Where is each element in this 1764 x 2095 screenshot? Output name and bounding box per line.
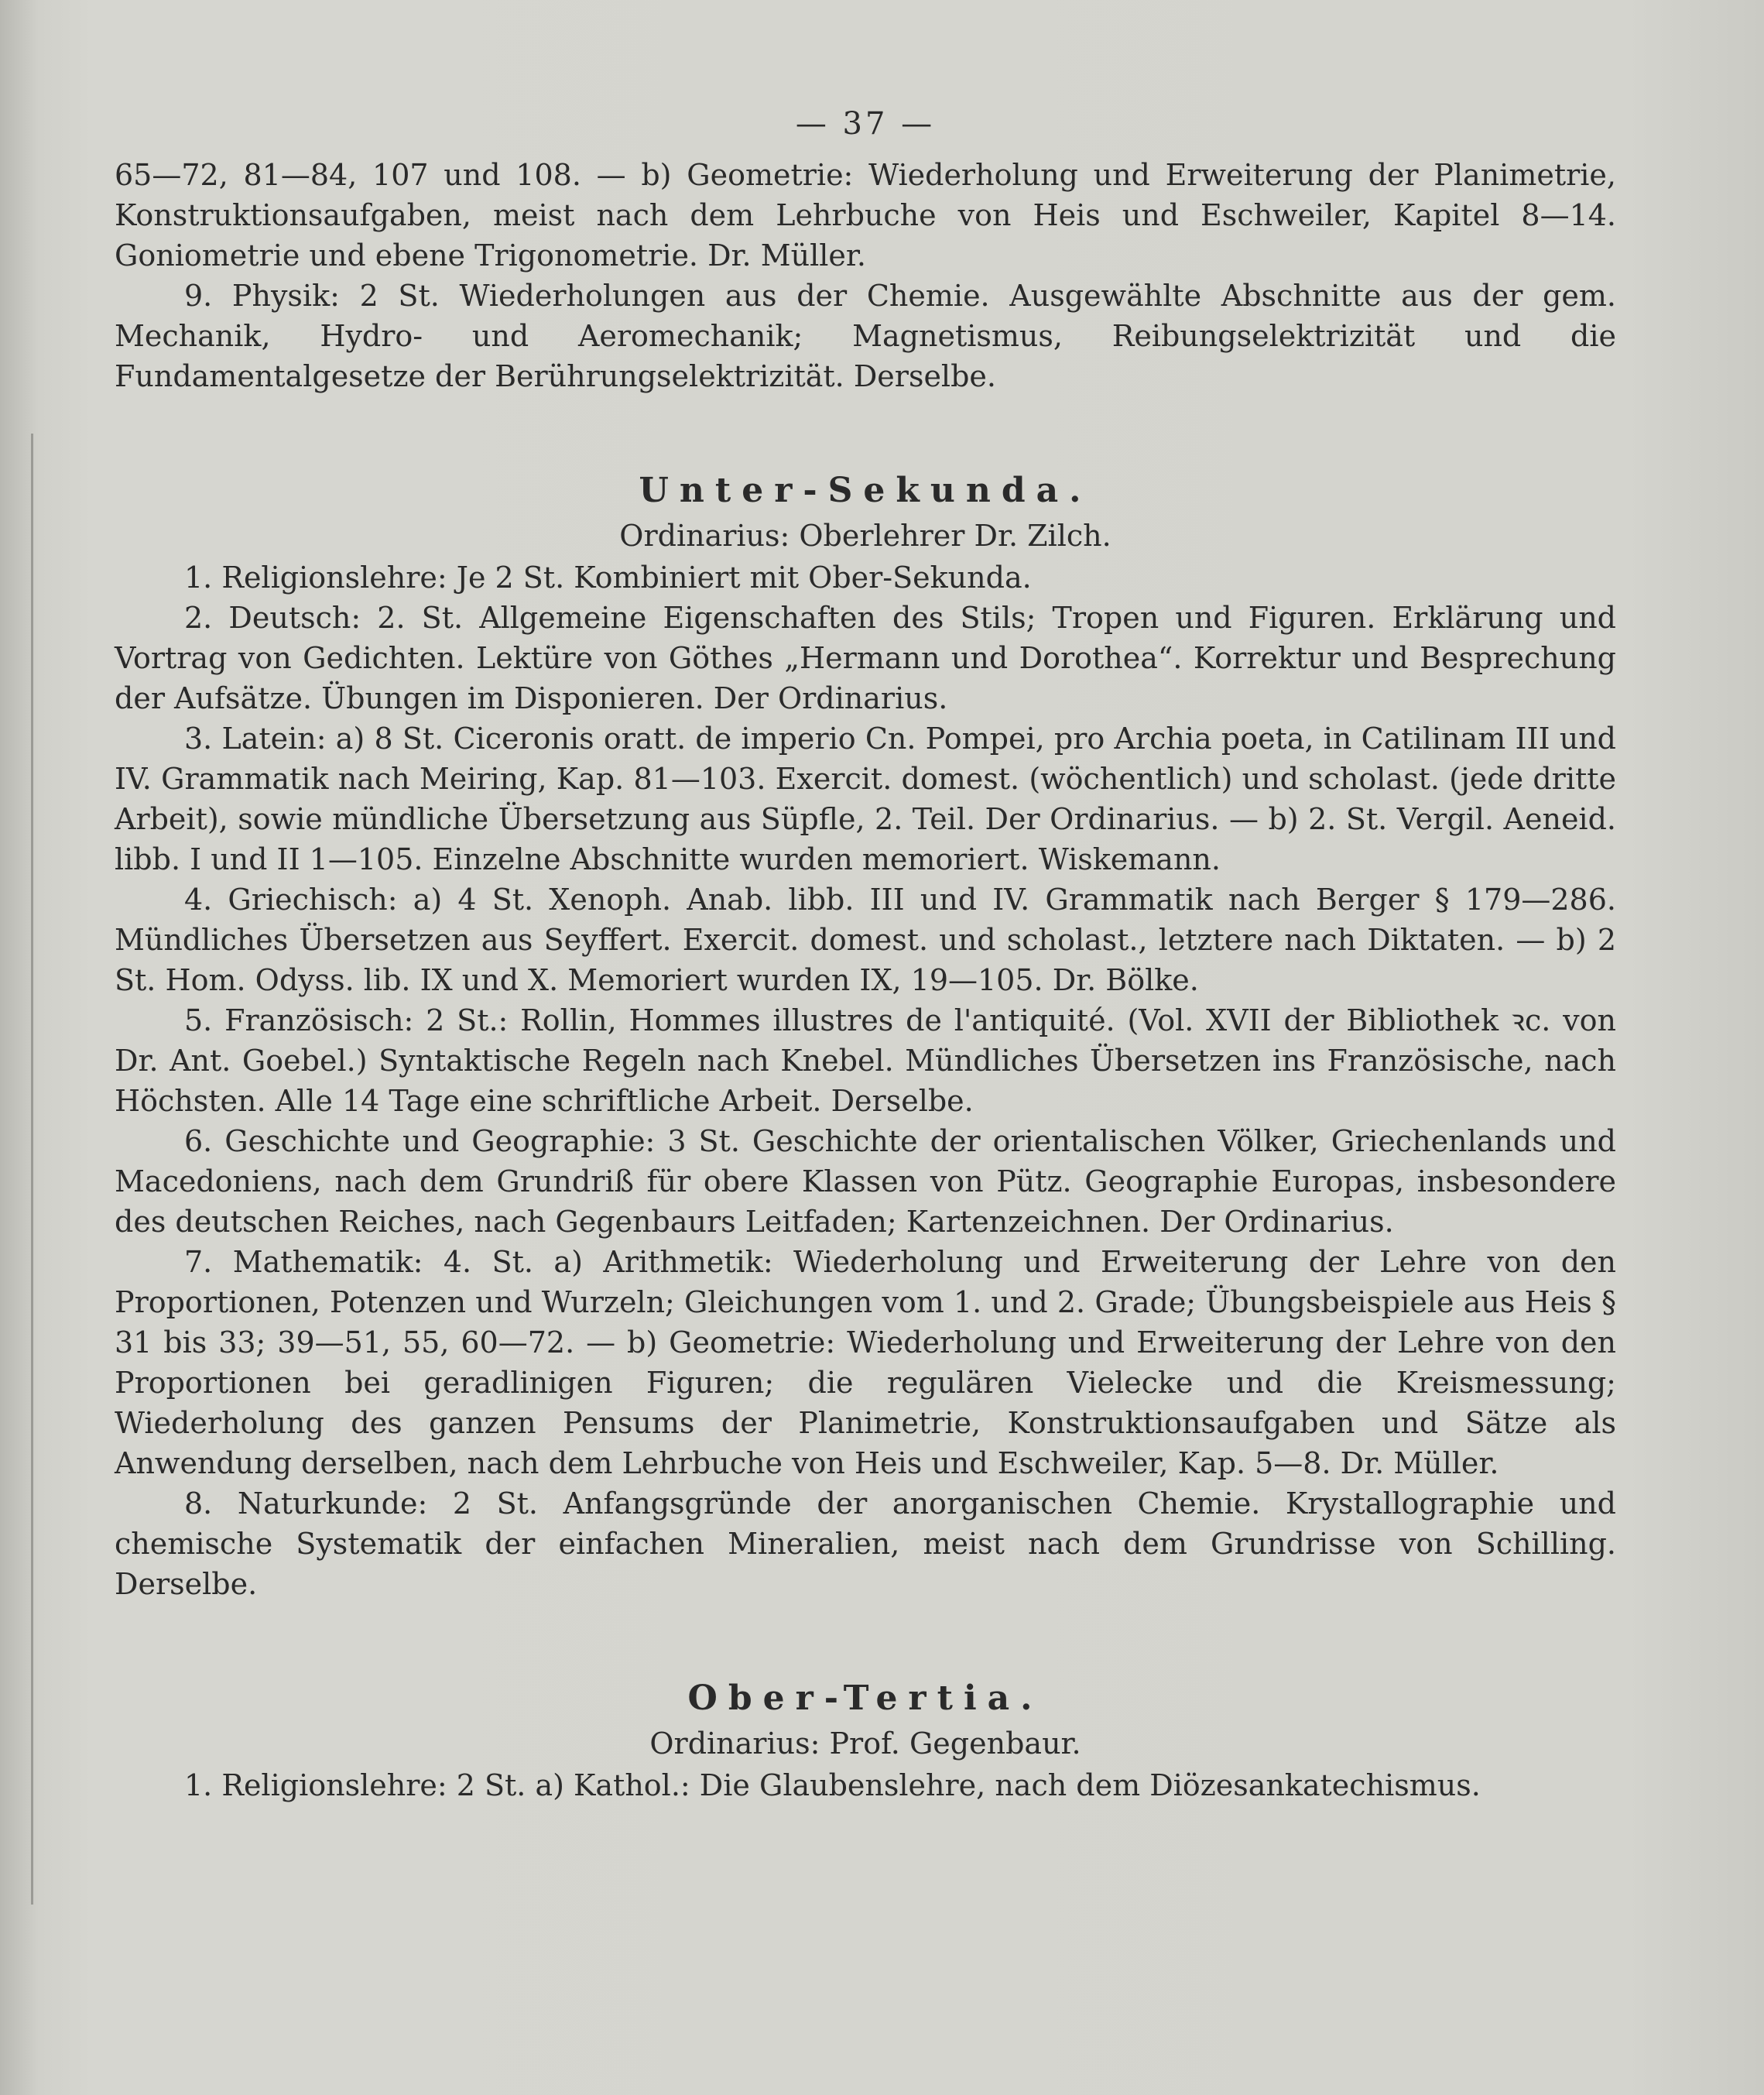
- section-heading-unter-sekunda: Unter-Sekunda.: [639, 471, 1092, 510]
- list-item-religionslehre: 1. Religionslehre: Je 2 St. Kombiniert mit Ober-Sekunda.: [184, 561, 1032, 595]
- ordinarius-unter-sekunda: Ordinarius: Oberlehrer Dr. Zilch.: [619, 519, 1111, 553]
- list-item-religionslehre-tertia: 1. Religionslehre: 2 St. a) Kathol.: Die Glaubenslehre, nach dem Diözesankatechismus.: [184, 1768, 1481, 1802]
- list-item-naturkunde: 8. Naturkunde: 2 St. Anfangsgründe der anorganischen Chemie. Krystallographie und chemische Systematik der einfachen Mineralien, meist nach dem Grundrisse von Schilling. Derselbe.: [115, 1486, 1616, 1601]
- section-heading-ober-tertia: Ober-Tertia.: [687, 1678, 1043, 1718]
- page-number: — 37 —: [795, 106, 936, 142]
- list-item-mathematik: 7. Mathematik: 4. St. a) Arithmetik: Wiederholung und Erweiterung der Lehre von den Proportionen, Potenzen und Wurzeln; Gleichungen vom 1. und 2. Grade; Übungsbeispiele aus Heis § 31 bis 33; 39—51, 55, 60—72. — b) Geometrie: Wiederholung und Erweiterung der Lehre von den Proportionen bei geradlinigen Figuren; die regulären Vielecke und die Kreismessung; Wiederholung des ganzen Pensums der Planimetrie, Konstruktionsaufgaben und Sätze als Anwendung derselben, nach dem Lehrbuche von Heis und Eschweiler, Kap. 5—8. Dr. Müller.: [115, 1245, 1616, 1480]
- page-content: [115, 93, 1616, 1805]
- list-item-franzoesisch: 5. Französisch: 2 St.: Rollin, Hommes illustres de l'antiquité. (Vol. XVII der Bibliothek ꝛc. von Dr. Ant. Goebel.) Syntaktische Regeln nach Knebel. Mündliches Übersetzen ins Französische, nach Höchsten. Alle 14 Tage eine schriftliche Arbeit. Derselbe.: [115, 1003, 1616, 1118]
- list-item-geschichte: 6. Geschichte und Geographie: 3 St. Geschichte der orientalischen Völker, Griechenlands und Macedoniens, nach dem Grundriß für obere Klassen von Pütz. Geographie Europas, insbesondere des deutschen Reiches, nach Gegenbaurs Leitfaden; Kartenzeichnen. Der Ordinarius.: [115, 1124, 1616, 1239]
- binding-line: [31, 434, 33, 1905]
- intro-paragraph-geometry: 65—72, 81—84, 107 und 108. — b) Geometrie: Wiederholung und Erweiterung der Planimetrie, Konstruktionsaufgaben, meist nach dem Lehrbuche von Heis und Eschweiler, Kapitel 8—14. Goniometrie und ebene Trigonometrie. Dr. Müller.: [115, 158, 1616, 273]
- intro-paragraph-physik: 9. Physik: 2 St. Wiederholungen aus der Chemie. Ausgewählte Abschnitte aus der gem. Mechanik, Hydro- und Aeromechanik; Magnetismus, Reibungselektrizität und die Fundamentalgesetze der Berührungselektrizität. Derselbe.: [115, 279, 1616, 393]
- list-item-deutsch: 2. Deutsch: 2. St. Allgemeine Eigenschaften des Stils; Tropen und Figuren. Erklärung und Vortrag von Gedichten. Lektüre von Göthes „Hermann und Dorothea“. Korrektur und Besprechung der Aufsätze. Übungen im Disponieren. Der Ordinarius.: [115, 601, 1616, 715]
- ordinarius-ober-tertia: Ordinarius: Prof. Gegenbaur.: [649, 1726, 1081, 1761]
- list-item-griechisch: 4. Griechisch: a) 4 St. Xenoph. Anab. libb. III und IV. Grammatik nach Berger § 179—286. Mündliches Übersetzen aus Seyffert. Exercit. domest. und scholast., letztere nach Diktaten. — b) 2 St. Hom. Odyss. lib. IX und X. Memoriert wurden IX, 19—105. Dr. Bölke.: [115, 883, 1616, 997]
- list-item-latein: 3. Latein: a) 8 St. Ciceronis oratt. de imperio Cn. Pompei, pro Archia poeta, in Catilinam III und IV. Grammatik nach Meiring, Kap. 81—103. Exercit. domest. (wöchentlich) und scholast. (jede dritte Arbeit), sowie mündliche Übersetzung aus Süpfle, 2. Teil. Der Ordinarius. — b) 2. St. Vergil. Aeneid. libb. I und II 1—105. Einzelne Abschnitte wurden memoriert. Wiskemann.: [115, 722, 1616, 876]
